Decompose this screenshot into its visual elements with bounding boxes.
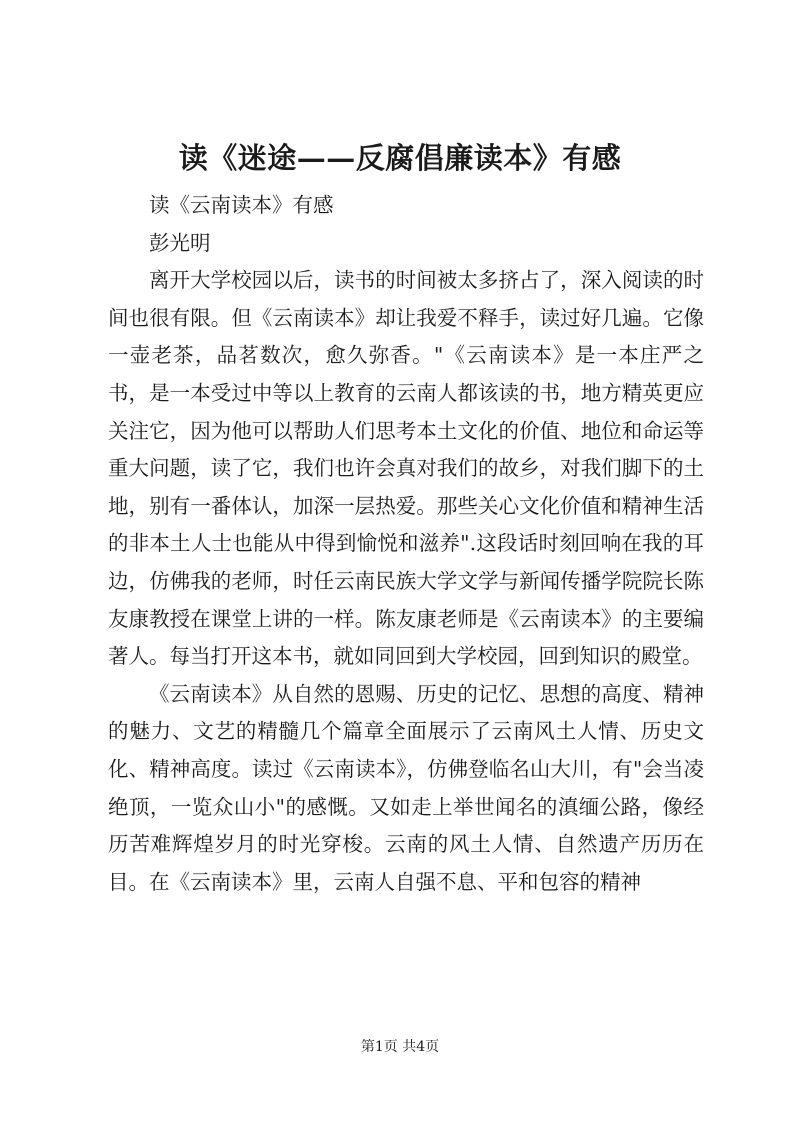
subtitle-paragraph: 读《云南读本》有感 (149, 193, 334, 217)
author-paragraph: 彭光明 (149, 230, 211, 255)
body-paragraph: 《云南读本》从自然的恩赐、历史的记忆、思想的高度、精神的魅力、文艺的精髓几个篇章全面展示了云南风土人情、历史文化、精神高度。读过《云南读本》，仿佛登临名山大川，有"会当凌绝顶，一览众山小"的感慨。又如走上举世闻名的滇缅公路，像经历苦难辉煌岁月的时光穿梭。云南的风土人情、自然遗产历历在目。在《云南读本》里，云南人自强不息、平和包容的精神 (108, 681, 704, 894)
page-footer: 第1页 共4页 (360, 1039, 440, 1055)
body-paragraph: 离开大学校园以后，读书的时间被太多挤占了，深入阅读的时间也很有限。但《云南读本》却让我爱不释手，读过好几遍。它像一壶老茶，品茗数次，愈久弥香。"《云南读本》是一本庄严之书，是一本受过中等以上教育的云南人都该读的书，地方精英更应关注它，因为他可以帮助人们思考本土文化的价值、地位和命运等重大问题，读了它，我们也许会真对我们的故乡，对我们脚下的土地，别有一番体认，加深一层热爱。那些关心文化价值和精神生活的非本土人士也能从中得到愉悦和滋养".这段话时刻回响在我的耳边，仿佛我的老师，时任云南民族大学文学与新闻传播学院院长陈友康教授在课堂上讲的一样。陈友康老师是《云南读本》的主要编著人。每当打开这本书，就如同回到大学校园，回到知识的殿堂。 (108, 268, 704, 669)
document-title: 读《迷途——反腐倡廉读本》有感 (178, 141, 622, 175)
document-body (108, 187, 704, 901)
